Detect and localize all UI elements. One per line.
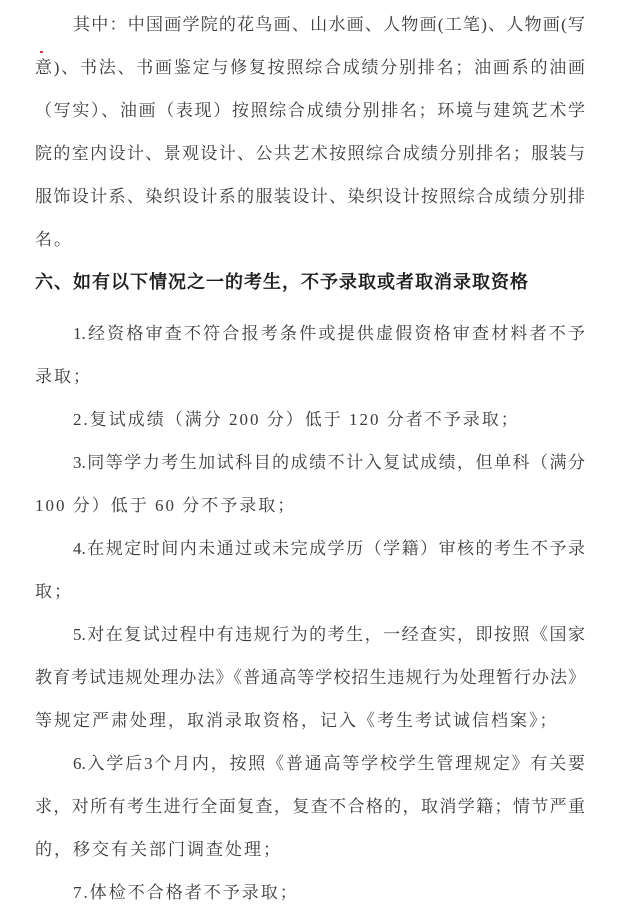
text-line: 7.体检不合格者不予录取； [73,883,299,902]
text-line: 意)、书法、书画鉴定与修复按照综合成绩分别排名；油画系的油画 [35,58,585,77]
text-line: 教育考试违规处理办法》《普通高等学校招生违规行为处理暂行办法》 [35,668,585,687]
text-line: 5.对在复试过程中有违规行为的考生，一经查实，即按照《国家 [73,625,585,644]
text-line: 求，对所有考生进行全面复查，复查不合格的，取消学籍；情节严重 [35,797,585,816]
text-line: 院的室内设计、景观设计、公共艺术按照综合成绩分别排名；服装与 [35,144,585,163]
item-4-paragraph [35,527,585,613]
text-line: 2.复试成绩（满分 200 分）低于 120 分者不予录取； [73,410,520,429]
document-body [35,3,585,914]
item-1-paragraph [35,312,585,398]
item-6-paragraph [35,742,585,871]
text-line: 名。 [35,230,73,249]
item-2-paragraph [35,398,585,441]
text-line: 6.入学后3个月内，按照《普通高等学校学生管理规定》有关要 [73,754,585,773]
text-line: 3.同等学力考生加试科目的成绩不计入复试成绩，但单科（满分 [73,453,585,472]
item-7-paragraph [35,871,585,914]
text-line: 4.在规定时间内未通过或未完成学历（学籍）审核的考生不予录 [73,539,585,558]
ranking-note-paragraph [35,3,585,261]
text-line: （写实）、油画（表现）按照综合成绩分别排名；环境与建筑艺术学 [35,101,585,120]
text-line: 服饰设计系、染织设计系的服装设计、染织设计按照综合成绩分别排 [35,187,585,206]
section-six-heading [35,261,585,304]
text-line: 取； [35,582,73,601]
red-speck [40,51,43,53]
text-line: 的，移交有关部门调查处理； [35,840,282,859]
text-line: 其中：中国画学院的花鸟画、山水画、人物画(工笔)、人物画(写 [73,15,585,34]
text-line: 1.经资格审查不符合报考条件或提供虚假资格审查材料者不予 [73,324,585,343]
text-line: 100 分）低于 60 分不予录取； [35,496,297,515]
text-line: 等规定严肃处理，取消录取资格，记入《考生考试诚信档案》； [35,711,559,730]
text-line: 录取； [35,367,92,386]
item-5-paragraph [35,613,585,742]
section-heading: 六、如有以下情况之一的考生，不予录取或者取消录取资格 [35,272,529,292]
item-3-paragraph [35,441,585,527]
